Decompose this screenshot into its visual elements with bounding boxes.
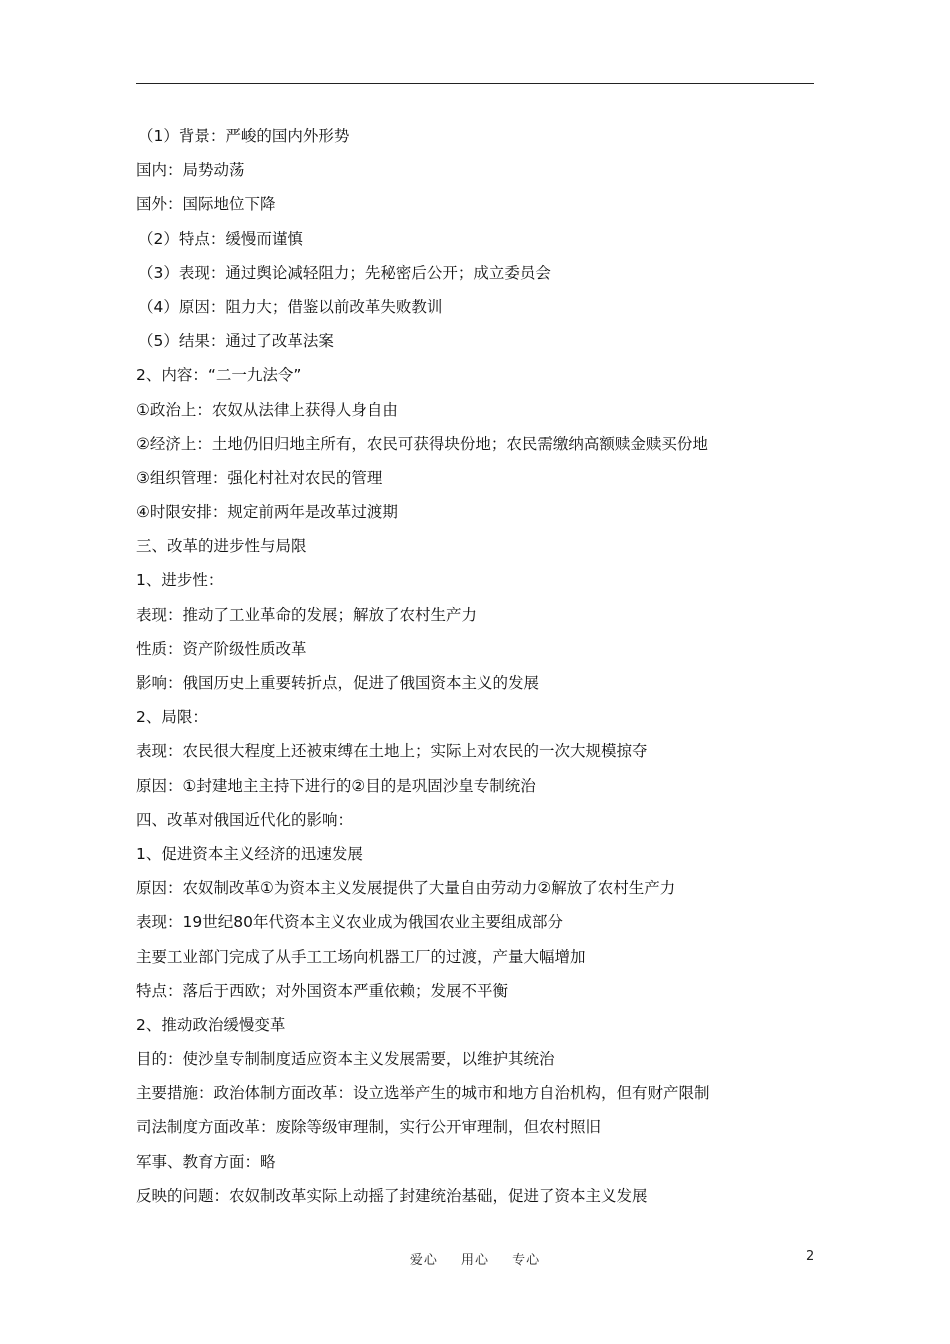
document-body bbox=[136, 123, 836, 1217]
text-line: 目的：使沙皇专制制度适应资本主义发展需要，以维护其统治 bbox=[136, 1050, 555, 1069]
text-line: ③组织管理：强化村社对农民的管理 bbox=[136, 468, 383, 487]
text-line: （5）结果：通过了改革法案 bbox=[138, 332, 334, 351]
text-line: 2、推动政治缓慢变革 bbox=[136, 1015, 286, 1034]
text-line: （4）原因：阻力大；借鉴以前改革失败教训 bbox=[138, 297, 443, 316]
text-line: ④时限安排：规定前两年是改革过渡期 bbox=[136, 503, 398, 522]
text-line: 军事、教育方面：略 bbox=[136, 1152, 276, 1171]
text-line: 主要工业部门完成了从手工工场向机器工厂的过渡，产量大幅增加 bbox=[136, 947, 586, 966]
text-line: 表现：推动了工业革命的发展；解放了农村生产力 bbox=[136, 605, 478, 624]
text-line: 特点：落后于西欧；对外国资本严重依赖；发展不平衡 bbox=[136, 981, 509, 1000]
text-line: 原因：①封建地主主持下进行的②目的是巩固沙皇专制统治 bbox=[136, 776, 536, 795]
text-line: 1、促进资本主义经济的迅速发展 bbox=[136, 844, 363, 863]
text-line: 影响：俄国历史上重要转折点，促进了俄国资本主义的发展 bbox=[136, 674, 540, 692]
text-line: 反映的问题：农奴制改革实际上动摇了封建统治基础，促进了资本主义发展 bbox=[136, 1186, 648, 1205]
text-line: （3）表现：通过舆论减轻阻力；先秘密后公开；成立委员会 bbox=[138, 263, 551, 282]
text-line: 2、局限： bbox=[136, 708, 208, 727]
page-number: 2 bbox=[806, 1249, 815, 1264]
text-line: ①政治上：农奴从法律上获得人身自由 bbox=[136, 400, 398, 419]
text-line: 国内：局势动荡 bbox=[136, 161, 245, 180]
footer-motto: 爱心 用心 专心 bbox=[409, 1253, 541, 1268]
text-line: 国外：国际地位下降 bbox=[136, 195, 276, 214]
text-line: ②经济上：土地仍旧归地主所有，农民可获得块份地；农民需缴纳高额赎金赎买份地 bbox=[136, 434, 708, 453]
text-line: 性质：资产阶级性质改革 bbox=[136, 639, 307, 658]
text-line: （2）特点：缓慢而谨慎 bbox=[138, 229, 303, 248]
text-line: 2、内容：“二一九法令” bbox=[136, 366, 302, 385]
text-line: 主要措施：政治体制方面改革：设立选举产生的城市和地方自治机构，但有财产限制 bbox=[136, 1084, 710, 1103]
section-heading: 三、改革的进步性与局限 bbox=[136, 537, 307, 556]
header-rule bbox=[136, 83, 814, 84]
text-line: （1）背景：严峻的国内外形势 bbox=[138, 127, 350, 145]
section-heading: 四、改革对俄国近代化的影响： bbox=[136, 810, 354, 829]
text-line: 表现：19世纪80年代资本主义农业成为俄国农业主要组成部分 bbox=[136, 913, 563, 932]
text-line: 司法制度方面改革：废除等级审理制，实行公开审理制，但农村照旧 bbox=[136, 1118, 602, 1137]
text-line: 1、进步性： bbox=[136, 571, 224, 590]
text-line: 原因：农奴制改革①为资本主义发展提供了大量自由劳动力②解放了农村生产力 bbox=[136, 879, 676, 898]
text-line: 表现：农民很大程度上还被束缚在土地上；实际上对农民的一次大规模掠夺 bbox=[136, 742, 648, 761]
